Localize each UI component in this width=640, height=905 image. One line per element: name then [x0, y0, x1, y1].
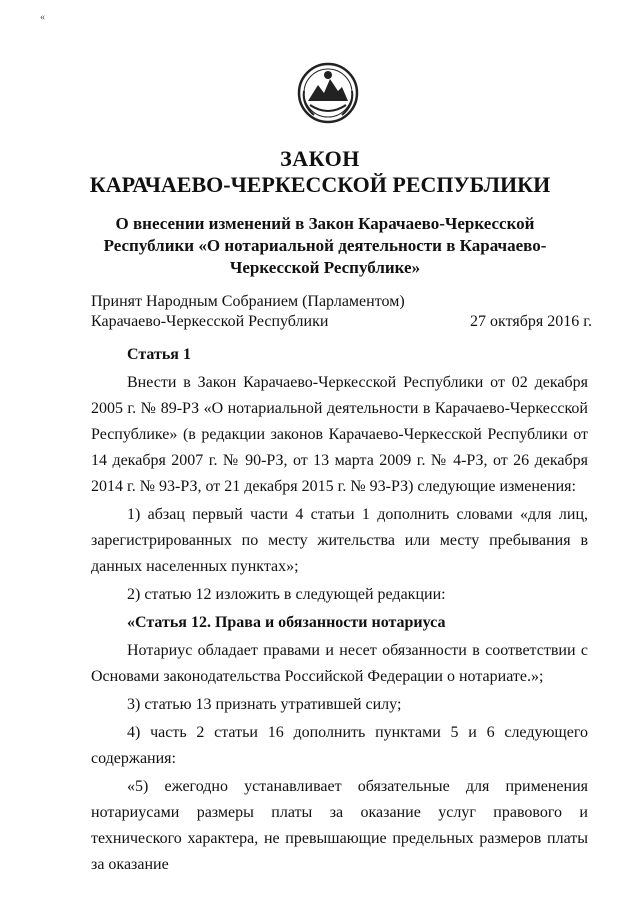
- document-title: ЗАКОН: [280, 146, 360, 171]
- adoption-line-2: Карачаево-Черкесской Республики: [91, 313, 329, 330]
- article-heading: Статья 1: [127, 346, 191, 363]
- paragraph: 1) абзац первый части 4 статьи 1 дополнить словами «для лиц, зарегистрированных по месту жительства или месту пребывания в данных населенных пунктах»;: [91, 506, 588, 575]
- document-subtitle: О внесении изменений в Закон Карачаево-Черкесской Республики «О нотариальной деятельности в Карачаево-Черкесской Республике»: [103, 214, 547, 277]
- paragraph: 4) часть 2 статьи 16 дополнить пунктами 5 и 6 следующего содержания:: [91, 724, 588, 767]
- paragraph: 3) статью 13 признать утратившей силу;: [127, 696, 402, 713]
- adoption-line-1: Принят Народным Собранием (Парламентом): [91, 293, 405, 310]
- paragraph: 2) статью 12 изложить в следующей редакции:: [127, 586, 446, 603]
- paragraph: Нотариус обладает правами и несет обязанности в соответствии с Основами законодательства Российской Федерации о нотариате.»;: [91, 642, 588, 685]
- adoption-date: 27 октября 2016 г.: [470, 313, 592, 330]
- article-body: [91, 370, 588, 878]
- paragraph: «5) ежегодно устанавливает обязательные для применения нотариусами размеры платы за оказание услуг правового и технического характера, не превышающие предельных размеров платы за оказание: [91, 778, 588, 873]
- paragraph: Внести в Закон Карачаево-Черкесской Республики от 02 декабря 2005 г. № 89-РЗ «О нотариальной деятельности в Карачаево-Черкесской Республике» (в редакции законов Карачаево-Черкесской Республики от 14 декабря 2007 г. № 90-РЗ, от 13 марта 2009 г. № 4-РЗ, от 26 декабря 2014 г. № 93-РЗ, от 21 декабря 2015 г. № 93-РЗ) следующие изменения:: [91, 374, 588, 495]
- scan-mark: «: [40, 12, 45, 23]
- paragraph-heading: «Статья 12. Права и обязанности нотариуса: [127, 614, 446, 631]
- coat-of-arms-icon: [296, 61, 360, 125]
- document-title-republic: КАРАЧАЕВО-ЧЕРКЕССКОЙ РЕСПУБЛИКИ: [89, 172, 551, 197]
- adoption-info: [91, 292, 405, 332]
